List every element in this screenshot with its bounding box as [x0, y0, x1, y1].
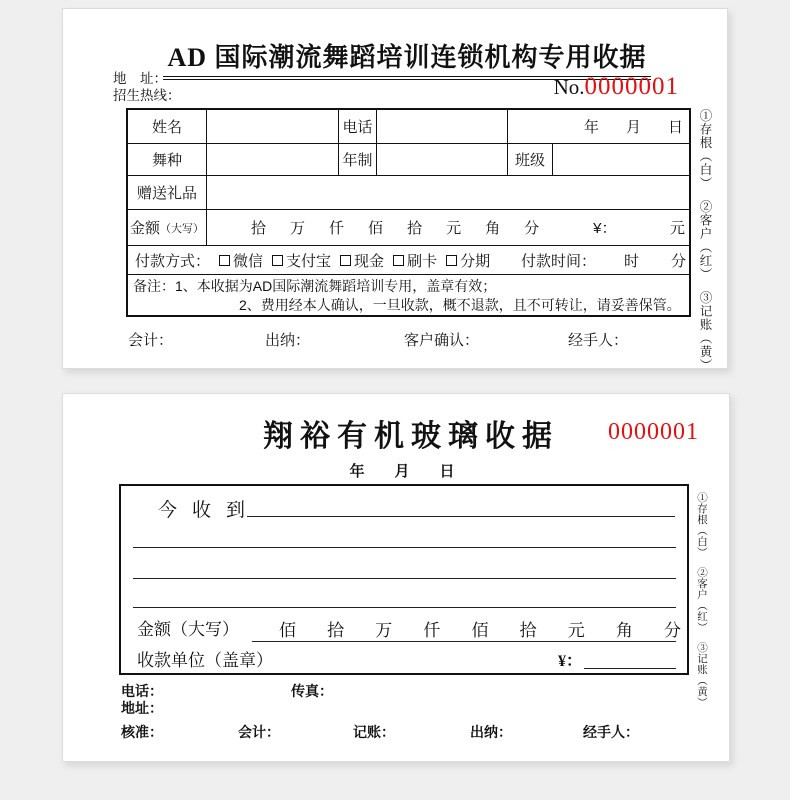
- copy-stub-white: ①存根（白）: [698, 109, 712, 190]
- payment-option-installment: [446, 250, 490, 271]
- payment-time-label: 付款时间：: [520, 252, 596, 270]
- hour-label: 时: [623, 252, 639, 270]
- checkbox-icon: [446, 255, 457, 266]
- customer-confirm-label: 客户确认：: [404, 332, 480, 349]
- amount-line: [252, 641, 676, 642]
- amount-figure-line: [584, 668, 676, 669]
- unit-shi: 拾: [407, 220, 423, 237]
- years-value-cell: [377, 144, 508, 175]
- table-row-notes: [128, 274, 689, 315]
- date-year-label: 年: [583, 119, 599, 136]
- receipt-body-box: [119, 484, 689, 675]
- class-value-cell: [553, 144, 689, 175]
- name-label-cell: 姓名: [128, 110, 207, 143]
- bookkeeper-label: 记账：: [353, 726, 395, 741]
- payment-cell: [128, 246, 689, 274]
- amount-label: 金额（大写）: [137, 620, 239, 639]
- approver-label: 核准：: [121, 726, 163, 741]
- notes-prefix: 备注：: [133, 278, 175, 294]
- checkbox-icon: [272, 255, 283, 266]
- table-row-name-phone-date: [128, 110, 689, 143]
- payment-option-label: 刷卡: [407, 252, 438, 270]
- write-line: [247, 516, 675, 517]
- receipt-number-value: 0000001: [584, 73, 679, 100]
- unit-jiao: 角: [485, 220, 501, 237]
- received-label: 今收到: [158, 500, 261, 521]
- amount-label: 金额: [129, 220, 160, 237]
- handler-label: 经手人：: [583, 726, 639, 741]
- unit-yuan: 元: [446, 220, 462, 237]
- amount-label-cell: [128, 210, 207, 245]
- checkbox-icon: [393, 255, 404, 266]
- notes-line1: [133, 277, 685, 296]
- copy-customer-red: ②客户（红）: [698, 200, 712, 281]
- copy-stub-white: ①存根（白）: [696, 492, 707, 558]
- unit-shi-wan: 拾: [327, 621, 345, 640]
- notes-text1: 1、本收据为AD国际潮流舞蹈培训专用，盖章有效；: [175, 278, 497, 294]
- unit-qian: 仟: [329, 220, 345, 237]
- table-row-payment: [128, 245, 689, 274]
- write-line: [133, 607, 676, 608]
- date-line: [63, 460, 729, 481]
- gift-value-cell: [207, 176, 689, 209]
- cashier-label: 出纳：: [470, 726, 512, 741]
- accountant-label: 会计：: [238, 726, 280, 741]
- date-month-label: 月: [625, 119, 641, 136]
- receipt-number: [554, 73, 679, 101]
- phone-label-cell: 电话: [339, 110, 377, 143]
- unit-fen: 分: [664, 621, 681, 640]
- payment-option-label: 现金: [354, 252, 385, 270]
- phone-value-cell: [377, 110, 508, 143]
- date-cell: [508, 110, 689, 143]
- minute-label: 分: [670, 252, 686, 270]
- currency-sign: ¥：: [558, 653, 583, 670]
- amount-units-row: [279, 616, 681, 641]
- date-day-label: 日: [439, 464, 455, 480]
- yuan-suffix: 元: [669, 220, 685, 237]
- dance-label-cell: 舞种: [128, 144, 207, 175]
- payee-label: 收款单位（盖章）: [137, 651, 273, 670]
- copy-legend: [696, 109, 714, 372]
- hotline-label: 招生热线：: [113, 88, 181, 103]
- name-value-cell: [207, 110, 339, 143]
- receipt-card-dance-training: [62, 8, 728, 372]
- table-row-gift: [128, 175, 689, 209]
- unit-bai: 佰: [368, 220, 384, 237]
- receipt-title-text: AD 国际潮流舞蹈培训连锁机构专用收据: [163, 37, 650, 80]
- address-label: 地 址：: [113, 71, 167, 86]
- payment-option-card: [393, 250, 437, 271]
- receipt-form-table: [126, 108, 691, 317]
- receipt-number-prefix: No.: [553, 75, 585, 99]
- payment-option-label: 分期: [460, 252, 491, 270]
- amount-units-cell: [207, 210, 689, 245]
- payment-option-label: 支付宝: [286, 252, 332, 270]
- payment-method-label: 付款方式：: [135, 252, 211, 270]
- date-month-label: 月: [394, 464, 410, 480]
- accountant-label: 会计：: [128, 332, 174, 349]
- signature-row: [63, 329, 727, 349]
- copy-legend: [694, 492, 709, 708]
- payment-option-wechat: [219, 250, 263, 271]
- handler-label: 经手人：: [568, 332, 629, 349]
- table-row-dance-years-class: [128, 143, 689, 175]
- header-contact-block: [113, 70, 181, 104]
- notes-cell: [128, 275, 689, 315]
- receipt-number-value: 0000001: [608, 419, 699, 445]
- payment-option-alipay: [272, 250, 331, 271]
- years-label-cell: 年制: [339, 144, 377, 175]
- receipt-card-acrylic: [62, 393, 730, 762]
- payment-option-cash: [340, 250, 384, 271]
- copy-ledger-yellow: ③记账（黄）: [696, 642, 707, 708]
- write-line: [133, 547, 676, 548]
- write-line: [133, 578, 676, 579]
- currency-sign: ¥：: [593, 220, 617, 237]
- cashier-label: 出纳：: [265, 332, 311, 349]
- receipt-title-text: 翔裕有机玻璃收据: [263, 420, 559, 453]
- fax-label: 传真：: [291, 685, 333, 700]
- copy-customer-red: ②客户（红）: [696, 567, 707, 633]
- class-label-cell: 班级: [508, 144, 553, 175]
- dance-value-cell: [207, 144, 339, 175]
- checkbox-icon: [340, 255, 351, 266]
- gift-label-cell: 赠送礼品: [128, 176, 207, 209]
- payment-option-label: 微信: [233, 252, 264, 270]
- address-label: 地址：: [121, 702, 163, 717]
- notes-line2: 2、费用经本人确认，一旦收款，概不退款，且不可转让，请妥善保管。: [239, 297, 681, 313]
- copy-ledger-yellow: ③记账（黄）: [698, 291, 712, 372]
- unit-wan: 万: [290, 220, 306, 237]
- amount-label-sub: （大写）: [160, 222, 204, 235]
- date-year-label: 年: [349, 464, 365, 480]
- unit-wan: 万: [375, 621, 393, 640]
- phone-label: 电话：: [121, 685, 163, 700]
- checkbox-icon: [219, 255, 230, 266]
- date-day-label: 日: [667, 119, 683, 136]
- unit-jiao: 角: [615, 621, 633, 640]
- unit-shi: 拾: [519, 621, 537, 640]
- table-row-amount: [128, 209, 689, 245]
- unit-fen: 分: [524, 220, 540, 237]
- unit-bai-wan: 佰: [279, 621, 296, 640]
- unit-qian: 仟: [423, 621, 441, 640]
- unit-shi-wan: 拾: [251, 220, 267, 237]
- unit-yuan: 元: [567, 621, 585, 640]
- unit-bai: 佰: [471, 621, 489, 640]
